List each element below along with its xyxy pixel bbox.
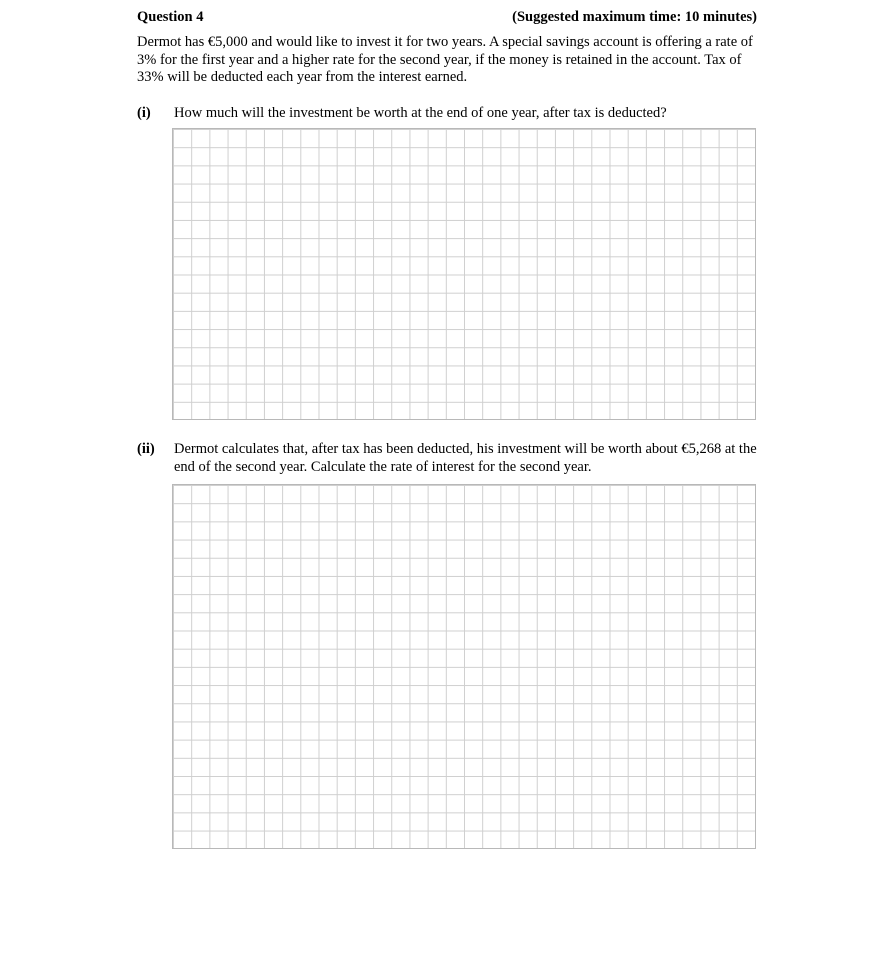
part-label: (i) (137, 105, 151, 121)
question-intro: Dermot has €5,000 and would like to invest it for two years. A special savings account is offering a rate of 3% for the first year and a higher rate for the second year, if the money is retained in the account. Tax of 33% will be deducted each year from the interest earned. (137, 34, 753, 85)
part-i (137, 105, 759, 123)
part-question-text: How much will the investment be worth at the end of one year, after tax is deducted? (174, 105, 667, 121)
answer-grid-part-ii[interactable] (172, 484, 756, 849)
part-ii (137, 441, 759, 477)
question-title: Question 4 (137, 9, 204, 25)
question-header (137, 9, 757, 29)
part-label: (ii) (137, 441, 155, 457)
answer-grid-part-i[interactable] (172, 128, 756, 420)
part-question-text: Dermot calculates that, after tax has been deducted, his investment will be worth about €5,268 at the end of the second year. Calculate the rate of interest for the second year. (174, 441, 757, 475)
suggested-time: (Suggested maximum time: 10 minutes) (512, 9, 757, 25)
